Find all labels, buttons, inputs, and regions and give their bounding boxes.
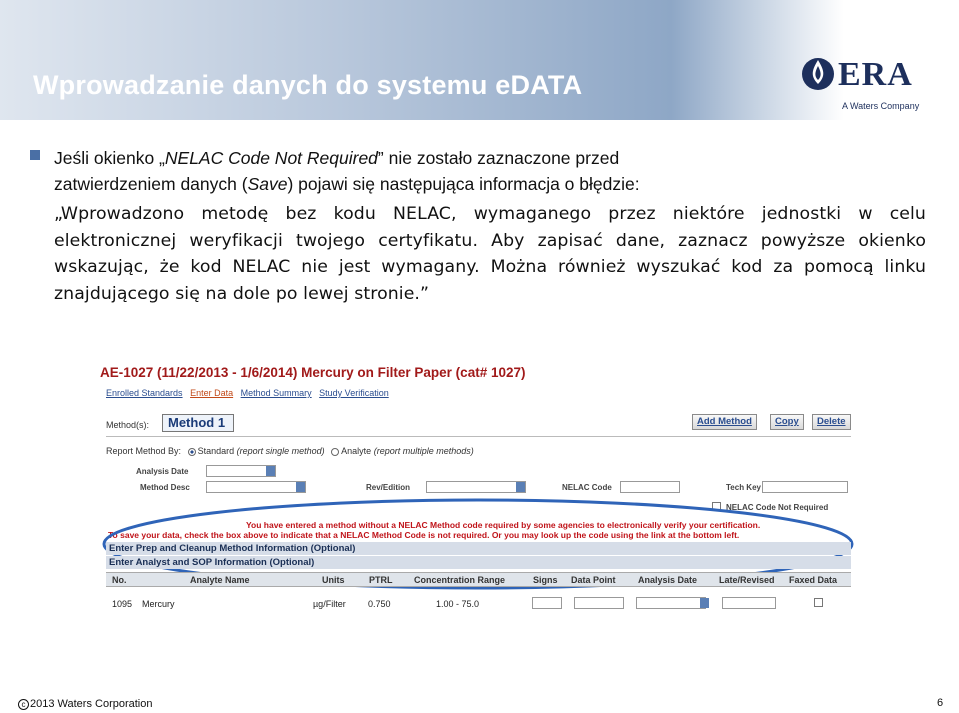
chevron-down-icon[interactable] [296, 482, 305, 492]
intro-text: ) pojawi się następująca informacja o błędzie: [287, 174, 640, 194]
intro-emphasis: Save [247, 174, 288, 194]
copyright-icon: c [18, 699, 29, 710]
calendar-icon[interactable] [700, 598, 709, 608]
col-concentration-range: Concentration Range [414, 575, 506, 585]
edata-screenshot [96, 356, 861, 662]
page-number: 6 [937, 697, 944, 709]
intro-text: Jeśli okienko „ [54, 148, 165, 168]
era-logo-icon [800, 52, 836, 96]
tech-key-select[interactable] [762, 481, 848, 493]
col-signs: Signs [533, 575, 558, 585]
row-units: µg/Filter [313, 599, 346, 609]
slide-header [0, 0, 959, 120]
logo-subtitle: A Waters Company [842, 101, 920, 111]
divider [106, 436, 851, 437]
row-range: 1.00 - 75.0 [436, 599, 480, 609]
faxed-data-checkbox[interactable] [814, 598, 823, 607]
signs-input[interactable] [532, 597, 562, 609]
nelac-not-required-label: NELAC Code Not Required [726, 503, 829, 512]
methods-label: Method(s): [106, 420, 150, 430]
bullet-marker [30, 150, 40, 160]
slide-title: Wprowadzanie danych do systemu eDATA [33, 70, 583, 100]
method-desc-select[interactable] [206, 481, 306, 493]
col-data-point: Data Point [571, 575, 616, 585]
analysis-date-cell-input[interactable] [636, 597, 706, 609]
chevron-down-icon[interactable] [516, 482, 525, 492]
analyte-hint: (report multiple methods) [373, 446, 474, 456]
nav-enter-data[interactable]: Enter Data [190, 388, 234, 398]
analyte-radio[interactable] [331, 448, 339, 456]
col-ptrl: PTRL [369, 575, 393, 585]
nav-enrolled-standards[interactable]: Enrolled Standards [106, 388, 183, 398]
method-desc-label: Method Desc [140, 483, 190, 492]
rev-edition-select[interactable] [426, 481, 526, 493]
screenshot-nav [106, 388, 394, 398]
col-no: No. [112, 575, 127, 585]
intro-text: zatwierdzeniem danych ( [54, 174, 248, 194]
calendar-icon[interactable] [266, 466, 275, 476]
error-quote-paragraph: „Wprowadzono metodę bez kodu NELAC, wymaganego przez niektóre jednostki w celu elektronicznej weryfikacji twojego certyfikatu. Aby zapisać dane, zaznacz powyższe okienko wskazując, że kod NELAC nie jest wymagany. Można również wyszukać kod za pomocą linku znajdującego się na dole po lewej stronie.” [54, 204, 926, 304]
late-revised-select[interactable] [722, 597, 776, 609]
col-late-revised: Late/Revised [719, 575, 775, 585]
intro-text: ” nie zostało zaznaczone przed [377, 148, 620, 168]
error-message: You have entered a method without a NELAC Method code required by some agencies to electronically verify your certification. [246, 520, 761, 530]
row-no: 1095 [112, 599, 133, 609]
delete-button[interactable]: Delete [812, 414, 851, 430]
add-method-button[interactable]: Add Method [692, 414, 757, 430]
tech-key-label: Tech Key [726, 483, 761, 492]
prep-cleanup-section[interactable]: Enter Prep and Cleanup Method Information (Optional) [106, 542, 851, 555]
nelac-code-input[interactable] [620, 481, 680, 493]
standard-radio-label: Standard [197, 446, 235, 456]
nelac-code-label: NELAC Code [562, 483, 612, 492]
col-analysis-date: Analysis Date [638, 575, 698, 585]
row-ptrl: 0.750 [368, 599, 391, 609]
col-faxed-data: Faxed Data [789, 575, 838, 585]
results-table-header [106, 572, 851, 587]
copyright [18, 698, 153, 710]
nav-study-verification[interactable]: Study Verification [319, 388, 389, 398]
data-point-input[interactable] [574, 597, 624, 609]
col-analyte-name: Analyte Name [190, 575, 250, 585]
analysis-date-label: Analysis Date [136, 467, 189, 476]
error-message-detail: To save your data, check the box above to indicate that a NELAC Method Code is not required. Or you may look up the code using the link at the bottom left. [108, 530, 740, 540]
analyte-radio-label: Analyte [341, 446, 372, 456]
rev-edition-label: Rev/Edition [366, 483, 411, 492]
col-units: Units [322, 575, 345, 585]
row-analyte: Mercury [142, 599, 175, 609]
report-method-label: Report Method By: [106, 446, 182, 456]
logo-text: ERA [838, 56, 913, 93]
standard-radio[interactable] [188, 448, 196, 456]
intro-paragraph [54, 145, 934, 197]
era-logo [800, 52, 930, 114]
analyst-sop-section[interactable]: Enter Analyst and SOP Information (Optional) [106, 556, 851, 569]
copyright-text: 2013 Waters Corporation [30, 698, 153, 710]
intro-emphasis: NELAC Code Not Required [164, 148, 378, 168]
copy-button[interactable]: Copy [770, 414, 804, 430]
standard-hint: (report single method) [236, 446, 325, 456]
nav-method-summary[interactable]: Method Summary [240, 388, 312, 398]
study-title: AE-1027 (11/22/2013 - 1/6/2014) Mercury on Filter Paper (cat# 1027) [100, 365, 526, 380]
report-method-row [106, 446, 474, 456]
method-1-tab[interactable]: Method 1 [162, 414, 234, 432]
